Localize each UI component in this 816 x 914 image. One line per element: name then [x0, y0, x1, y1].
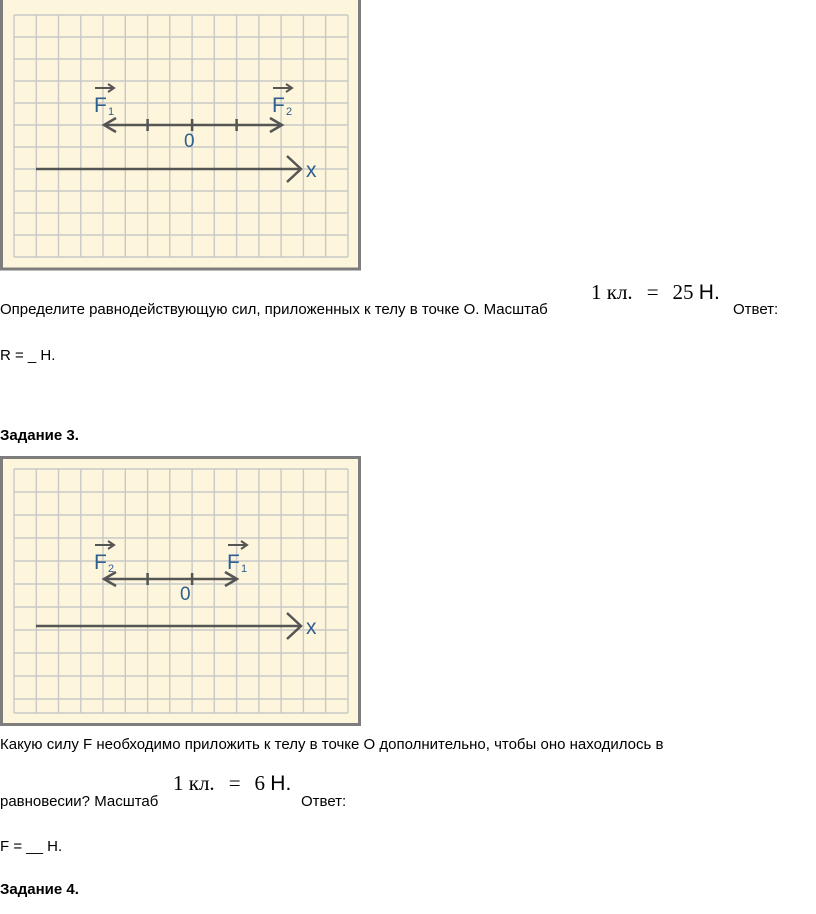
scale-left: 1 кл. [591, 280, 633, 304]
force-letter: F [94, 551, 107, 574]
scale-left: 1 кл. [173, 771, 215, 795]
task-4-heading: Задание 4. [0, 881, 79, 898]
x-axis-label: x [306, 616, 317, 639]
x-axis-label: x [306, 159, 317, 182]
problem-2-text [0, 301, 548, 318]
problem-text: Определите равнодействующую сил, приложенных к телу в точке О. Масштаб [0, 301, 548, 318]
scale-equals: = [228, 771, 241, 795]
scale-unit: Н. [270, 772, 292, 795]
task-3-text-line-2: равновесии? Масштаб [0, 793, 159, 810]
force-letter: F [272, 94, 285, 117]
force-subscript: 2 [108, 563, 115, 575]
answer-line: R = _ Н. [0, 347, 56, 364]
answer-label: Ответ: [733, 301, 779, 318]
scale-unit: Н. [698, 281, 720, 304]
force-letter: F [227, 551, 240, 574]
force-subscript: 2 [286, 106, 293, 118]
scale-number: 6 [254, 771, 266, 795]
scale-number: 25 [672, 280, 694, 304]
force-subscript: 1 [241, 563, 248, 575]
answer-label: Ответ: [301, 793, 347, 810]
task-3-text-line-1: Какую силу F необходимо приложить к телу в точке О дополнительно, чтобы оно находилось в [0, 736, 664, 753]
scale-equals: = [646, 280, 659, 304]
origin-label: 0 [184, 131, 195, 152]
scale-formula [591, 280, 720, 305]
task-3-heading: Задание 3. [0, 427, 79, 444]
force-letter: F [94, 94, 107, 117]
origin-label: 0 [180, 584, 191, 605]
scale-formula [173, 771, 291, 796]
answer-line: F = __ Н. [0, 838, 63, 855]
figure-1-force-diagram [0, 0, 362, 272]
force-subscript: 1 [108, 106, 115, 118]
figure-2-force-diagram [0, 456, 362, 728]
